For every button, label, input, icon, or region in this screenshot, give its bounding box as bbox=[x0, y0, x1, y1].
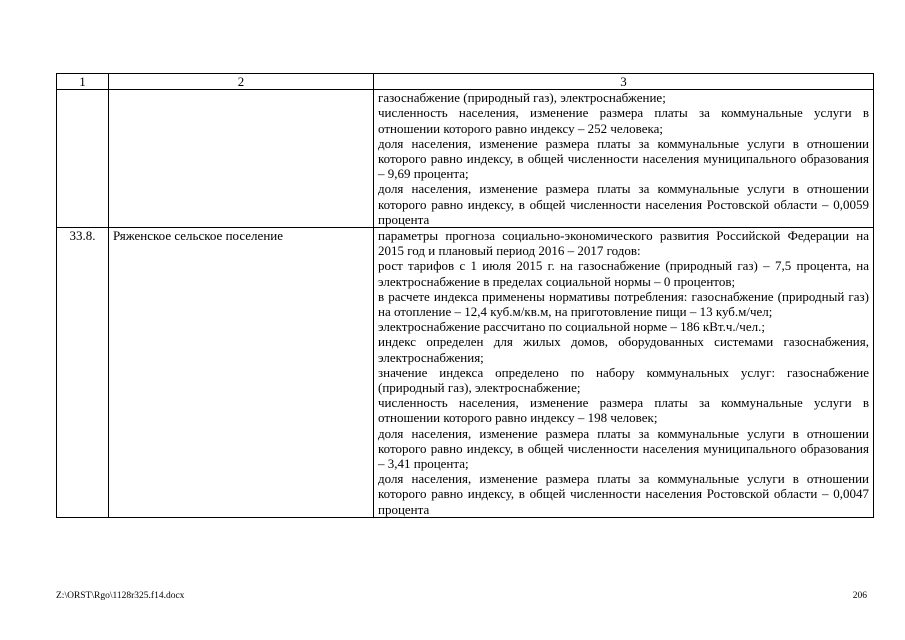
settlement-name-cell: Ряженское сельское поселение bbox=[109, 228, 374, 518]
description-paragraph: значение индекса определено по набору коммунальных услуг: газоснабжение (природный газ), электроснабжение; bbox=[378, 364, 869, 396]
footer-page-number: 206 bbox=[852, 591, 867, 601]
description-paragraph: в расчете индекса применены нормативы потребления: газоснабжение (природный газ) на отопление – 12,4 куб.м/кв.м, на приготовление пищи – 13 куб.м/чел; bbox=[378, 288, 869, 320]
document-table bbox=[56, 73, 874, 518]
table-row-33-8 bbox=[57, 228, 874, 518]
description-cell bbox=[374, 90, 874, 228]
description-paragraph: численность населения, изменение размера платы за коммунальные услуги в отношении которого равно индексу – 252 человека; bbox=[378, 105, 869, 136]
description-paragraph: параметры прогноза социально-экономического развития Российской Федерации на 2015 год и плановый период 2016 – 2017 годов: bbox=[378, 228, 869, 259]
table-row-continuation bbox=[57, 90, 874, 228]
description-paragraph: численность населения, изменение размера платы за коммунальные услуги в отношении которого равно индексу – 198 человек; bbox=[378, 395, 869, 426]
header-col-2: 2 bbox=[109, 74, 374, 90]
description-paragraph: рост тарифов с 1 июля 2015 г. на газоснабжение (природный газ) – 7,5 процента, на электроснабжение в пределах социальной нормы – 0 процентов; bbox=[378, 258, 869, 289]
description-paragraph: доля населения, изменение размера платы за коммунальные услуги в отношении которого равно индексу, в общей численности населения муниципального образования – 9,69 процента; bbox=[378, 135, 869, 182]
description-paragraph: доля населения, изменение размера платы за коммунальные услуги в отношении которого равно индексу, в общей численности населения Ростовской области – 0,0059 процента bbox=[378, 181, 869, 227]
description-paragraph: доля населения, изменение размера платы за коммунальные услуги в отношении которого равно индексу, в общей численности населения муниципального образования – 3,41 процента; bbox=[378, 425, 869, 472]
description-paragraph: газоснабжение (природный газ), электроснабжение; bbox=[378, 90, 666, 106]
description-paragraph: доля населения, изменение размера платы за коммунальные услуги в отношении которого равно индексу, в общей численности населения Ростовской области – 0,0047 процента bbox=[378, 471, 869, 517]
footer-file-path: Z:\ORST\Rgo\1128r325.f14.docx bbox=[56, 591, 185, 601]
description-cell bbox=[374, 228, 874, 518]
row-number-cell bbox=[57, 90, 109, 228]
row-number-cell: 33.8. bbox=[57, 228, 109, 518]
settlement-name-cell bbox=[109, 90, 374, 228]
header-col-3: 3 bbox=[374, 74, 874, 90]
header-col-1: 1 bbox=[57, 74, 109, 90]
description-paragraph: индекс определен для жилых домов, оборудованных системами газоснабжения, электроснабжения; bbox=[378, 334, 869, 365]
table-header-row bbox=[57, 74, 874, 90]
description-paragraph: электроснабжение рассчитано по социальной норме – 186 кВт.ч./чел.; bbox=[378, 319, 765, 335]
